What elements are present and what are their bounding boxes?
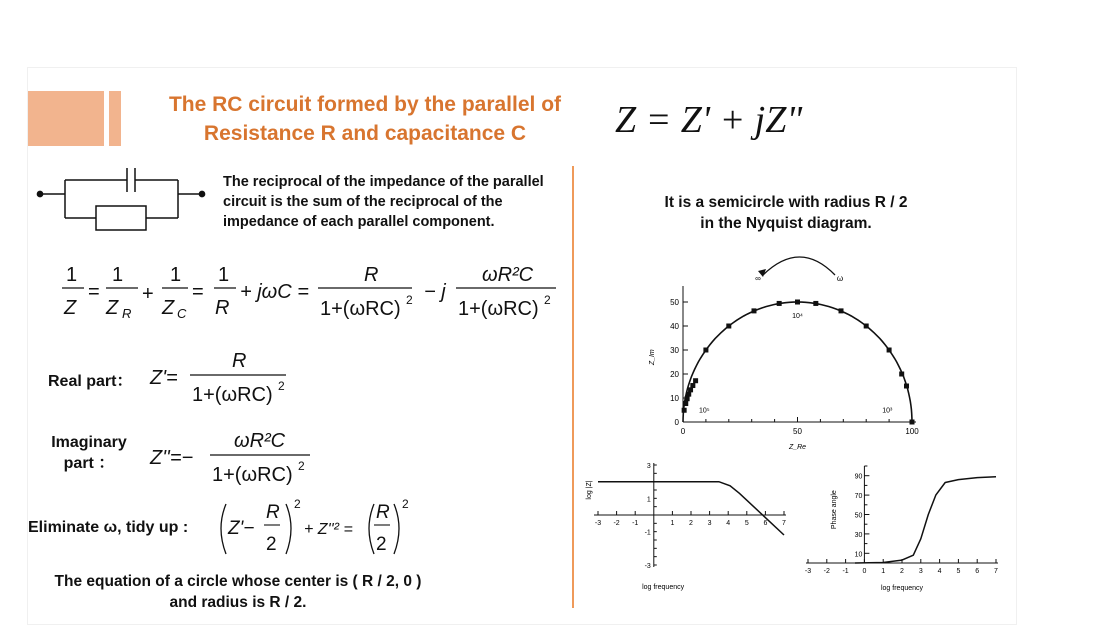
- nyquist-point: [726, 324, 731, 329]
- nyquist-point: [887, 348, 892, 353]
- bode-phase-y-tick-label: 50: [854, 512, 863, 520]
- eq-frac3-den-sub: C: [177, 306, 187, 321]
- bode-mag-y-label: log |Z|: [586, 480, 593, 500]
- eq-frac5-den: 1+(ωRC): [320, 298, 401, 320]
- nyquist-y-tick-label: 20: [670, 370, 679, 379]
- nyquist-point: [688, 387, 693, 392]
- nyquist-point: [904, 384, 909, 389]
- eq-frac4-den: R: [215, 297, 230, 319]
- nyquist-y-tick-label: 50: [670, 298, 679, 307]
- eq-frac5-exp: 2: [406, 293, 413, 307]
- nyquist-point: [795, 300, 800, 305]
- bode-phase-x-tick-label: 1: [881, 568, 886, 575]
- eq-frac6-exp: 2: [544, 293, 551, 307]
- bode-phase-x-tick-label: 3: [918, 568, 923, 575]
- real-den-exp: 2: [278, 379, 285, 393]
- imag-den-exp: 2: [298, 459, 305, 473]
- resistor-box: [96, 206, 146, 230]
- nyquist-point: [690, 383, 695, 388]
- circ-half-den-2: 2: [376, 534, 387, 555]
- nyquist-point: [693, 378, 698, 383]
- nyquist-y-label: Z_Im: [649, 349, 656, 366]
- eq-frac2-den-sub: R: [122, 306, 132, 321]
- nyquist-annotation: 10⁵: [699, 407, 710, 415]
- eq-frac2-den-z: Z: [106, 297, 119, 319]
- bode-phase-y-tick-label: 10: [854, 551, 863, 559]
- eq-frac1-den: Z: [64, 297, 77, 319]
- nyquist-y-tick-label: 30: [670, 346, 679, 355]
- bode-mag-x-label: log frequency: [642, 584, 685, 591]
- nyquist-caption: [618, 192, 954, 234]
- nyquist-y-tick-label: 10: [670, 394, 679, 403]
- eq-frac5-num: R: [364, 264, 379, 286]
- nyquist-semicircle: [683, 302, 912, 422]
- real-part-label: Real part：: [48, 373, 133, 390]
- eq-equal-2: =: [192, 281, 204, 303]
- bode-magnitude-plot: [582, 455, 792, 595]
- bode-phase-x-tick-label: -2: [823, 568, 830, 575]
- nyquist-point: [682, 408, 687, 413]
- nyquist-x-tick-label: 100: [905, 427, 919, 436]
- circle-equation: [214, 496, 424, 562]
- nyquist-annotation: 10³: [882, 407, 893, 415]
- real-den: 1+(ωRC): [192, 384, 273, 406]
- terminal-right: [199, 191, 204, 196]
- title-line-2: Resistance R and capacitance C: [203, 122, 527, 145]
- slide-title: [130, 90, 600, 148]
- nyquist-plot: [640, 245, 940, 460]
- circ-half-den-1: 2: [266, 534, 277, 555]
- bode-phase-curve: [855, 477, 996, 563]
- bode-phase-x-tick-label: 2: [900, 568, 904, 575]
- eq-plus: +: [142, 283, 154, 305]
- nyquist-annotation: ω: [836, 274, 844, 283]
- eq-equal-1: =: [88, 281, 100, 303]
- caption-line-1: It is a semicircle with radius R / 2: [664, 194, 908, 211]
- bode-phase-plot: [800, 460, 1005, 595]
- vertical-divider: [572, 166, 574, 608]
- nyquist-point: [777, 301, 782, 306]
- decor-block: [28, 91, 104, 146]
- eq-frac3-den-z: Z: [162, 297, 175, 319]
- bode-phase-y-tick-label: 30: [854, 531, 863, 539]
- bode-phase-y-tick-label: 70: [854, 493, 863, 501]
- circ-exp-2: 2: [402, 497, 409, 511]
- bode-phase-x-label: log frequency: [880, 585, 924, 592]
- imaginary-label-line-1: Imaginary: [51, 434, 127, 451]
- eq-frac3-num: 1: [170, 264, 182, 286]
- bode-phase-y-label: Phase angle: [831, 490, 838, 530]
- circle-conclusion: [20, 571, 456, 613]
- nyquist-y-tick-label: 40: [670, 322, 679, 331]
- main-equation: Z = Z' + jZ": [615, 99, 803, 141]
- bode-mag-x-tick-label: 4: [726, 520, 731, 527]
- bode-mag-x-tick-label: 2: [689, 520, 693, 527]
- title-line-1: The RC circuit formed by the parallel of: [168, 93, 562, 116]
- bode-phase-x-tick-label: 7: [994, 568, 998, 575]
- eq-frac1-num: 1: [66, 264, 78, 286]
- bode-mag-y-tick-label: 1: [646, 496, 651, 504]
- bode-phase-x-tick-label: 5: [956, 568, 961, 575]
- bode-mag-x-tick-label: -1: [632, 520, 639, 527]
- bode-mag-x-tick-label: 1: [670, 520, 675, 527]
- nyquist-point: [864, 324, 869, 329]
- frequency-arrow: [763, 257, 835, 275]
- imaginary-part-equation: [148, 426, 328, 488]
- description-text: The reciprocal of the impedance of the parallel circuit is the sum of the reciprocal of the impedance of each parallel component.: [223, 174, 544, 230]
- nyquist-point: [899, 372, 904, 377]
- decor-bar: [109, 91, 121, 146]
- nyquist-point: [683, 401, 688, 406]
- imag-num: ωR²C: [234, 430, 286, 452]
- nyquist-point: [685, 396, 690, 401]
- bode-phase-y-tick-label: 90: [854, 473, 863, 481]
- eq-frac2-num: 1: [112, 264, 124, 286]
- bode-phase-x-tick-label: -3: [804, 568, 812, 575]
- eq-frac6-num: ωR²C: [482, 264, 534, 286]
- circ-half-num-2: R: [376, 502, 390, 523]
- nyquist-point: [910, 420, 915, 425]
- circ-exp-1: 2: [294, 497, 301, 511]
- bode-mag-x-tick-label: -3: [594, 520, 602, 527]
- imag-den: 1+(ωRC): [212, 464, 293, 486]
- circ-half-num-1: R: [266, 502, 280, 523]
- impedance-sum-equation: [60, 260, 570, 325]
- bode-phase-x-tick-label: 0: [862, 568, 867, 575]
- bode-mag-x-tick-label: 7: [782, 520, 786, 527]
- nyquist-point: [703, 348, 708, 353]
- circ-zprime: Z'−: [228, 518, 255, 539]
- circ-plus-z2: + Z''² =: [304, 521, 353, 538]
- imaginary-label-line-2: part ：: [63, 455, 115, 472]
- nyquist-x-tick-label: 0: [680, 427, 686, 436]
- eq-frac6-den: 1+(ωRC): [458, 298, 539, 320]
- bode-mag-x-tick-label: 3: [707, 520, 712, 527]
- bode-phase-x-tick-label: 4: [937, 568, 942, 575]
- bode-mag-y-tick-label: -3: [644, 563, 651, 570]
- conclusion-line-2: and radius is R / 2.: [169, 594, 307, 611]
- caption-line-2: in the Nyquist diagram.: [700, 215, 872, 232]
- nyquist-x-tick-label: 50: [793, 427, 802, 436]
- eq-minus-j: − j: [424, 281, 446, 303]
- rc-parallel-circuit-diagram: [30, 160, 220, 235]
- nyquist-point: [839, 308, 844, 313]
- conclusion-line-1: The equation of a circle whose center is ( R / 2, 0 ): [54, 573, 422, 590]
- nyquist-annotation: ∞: [755, 274, 761, 283]
- real-zprime: Z'=: [150, 367, 178, 389]
- eq-frac4-num: 1: [218, 264, 230, 286]
- nyquist-point: [813, 301, 818, 306]
- nyquist-y-tick-label: 0: [674, 418, 679, 427]
- imag-zdprime: Z''=−: [150, 447, 194, 469]
- bode-phase-x-tick-label: 6: [975, 568, 980, 575]
- imaginary-part-label: [44, 432, 134, 474]
- bode-mag-curve: [598, 482, 784, 535]
- bode-mag-x-tick-label: 6: [763, 520, 768, 527]
- nyquist-x-label: Z_Re: [788, 444, 807, 451]
- nyquist-point: [751, 308, 756, 313]
- eq-jwc: + jωC =: [240, 281, 309, 303]
- nyquist-point: [686, 392, 691, 397]
- bode-phase-x-tick-label: -1: [842, 568, 849, 575]
- bode-mag-x-tick-label: -2: [613, 520, 620, 527]
- bode-mag-y-tick-label: -1: [644, 529, 651, 537]
- bode-mag-y-tick-label: 3: [646, 463, 651, 470]
- real-num: R: [232, 350, 247, 372]
- bode-mag-x-tick-label: 5: [744, 520, 749, 527]
- eliminate-label: Eliminate ω, tidy up :: [28, 519, 189, 536]
- real-part-equation: [148, 346, 308, 408]
- nyquist-annotation: 10⁴: [792, 313, 803, 320]
